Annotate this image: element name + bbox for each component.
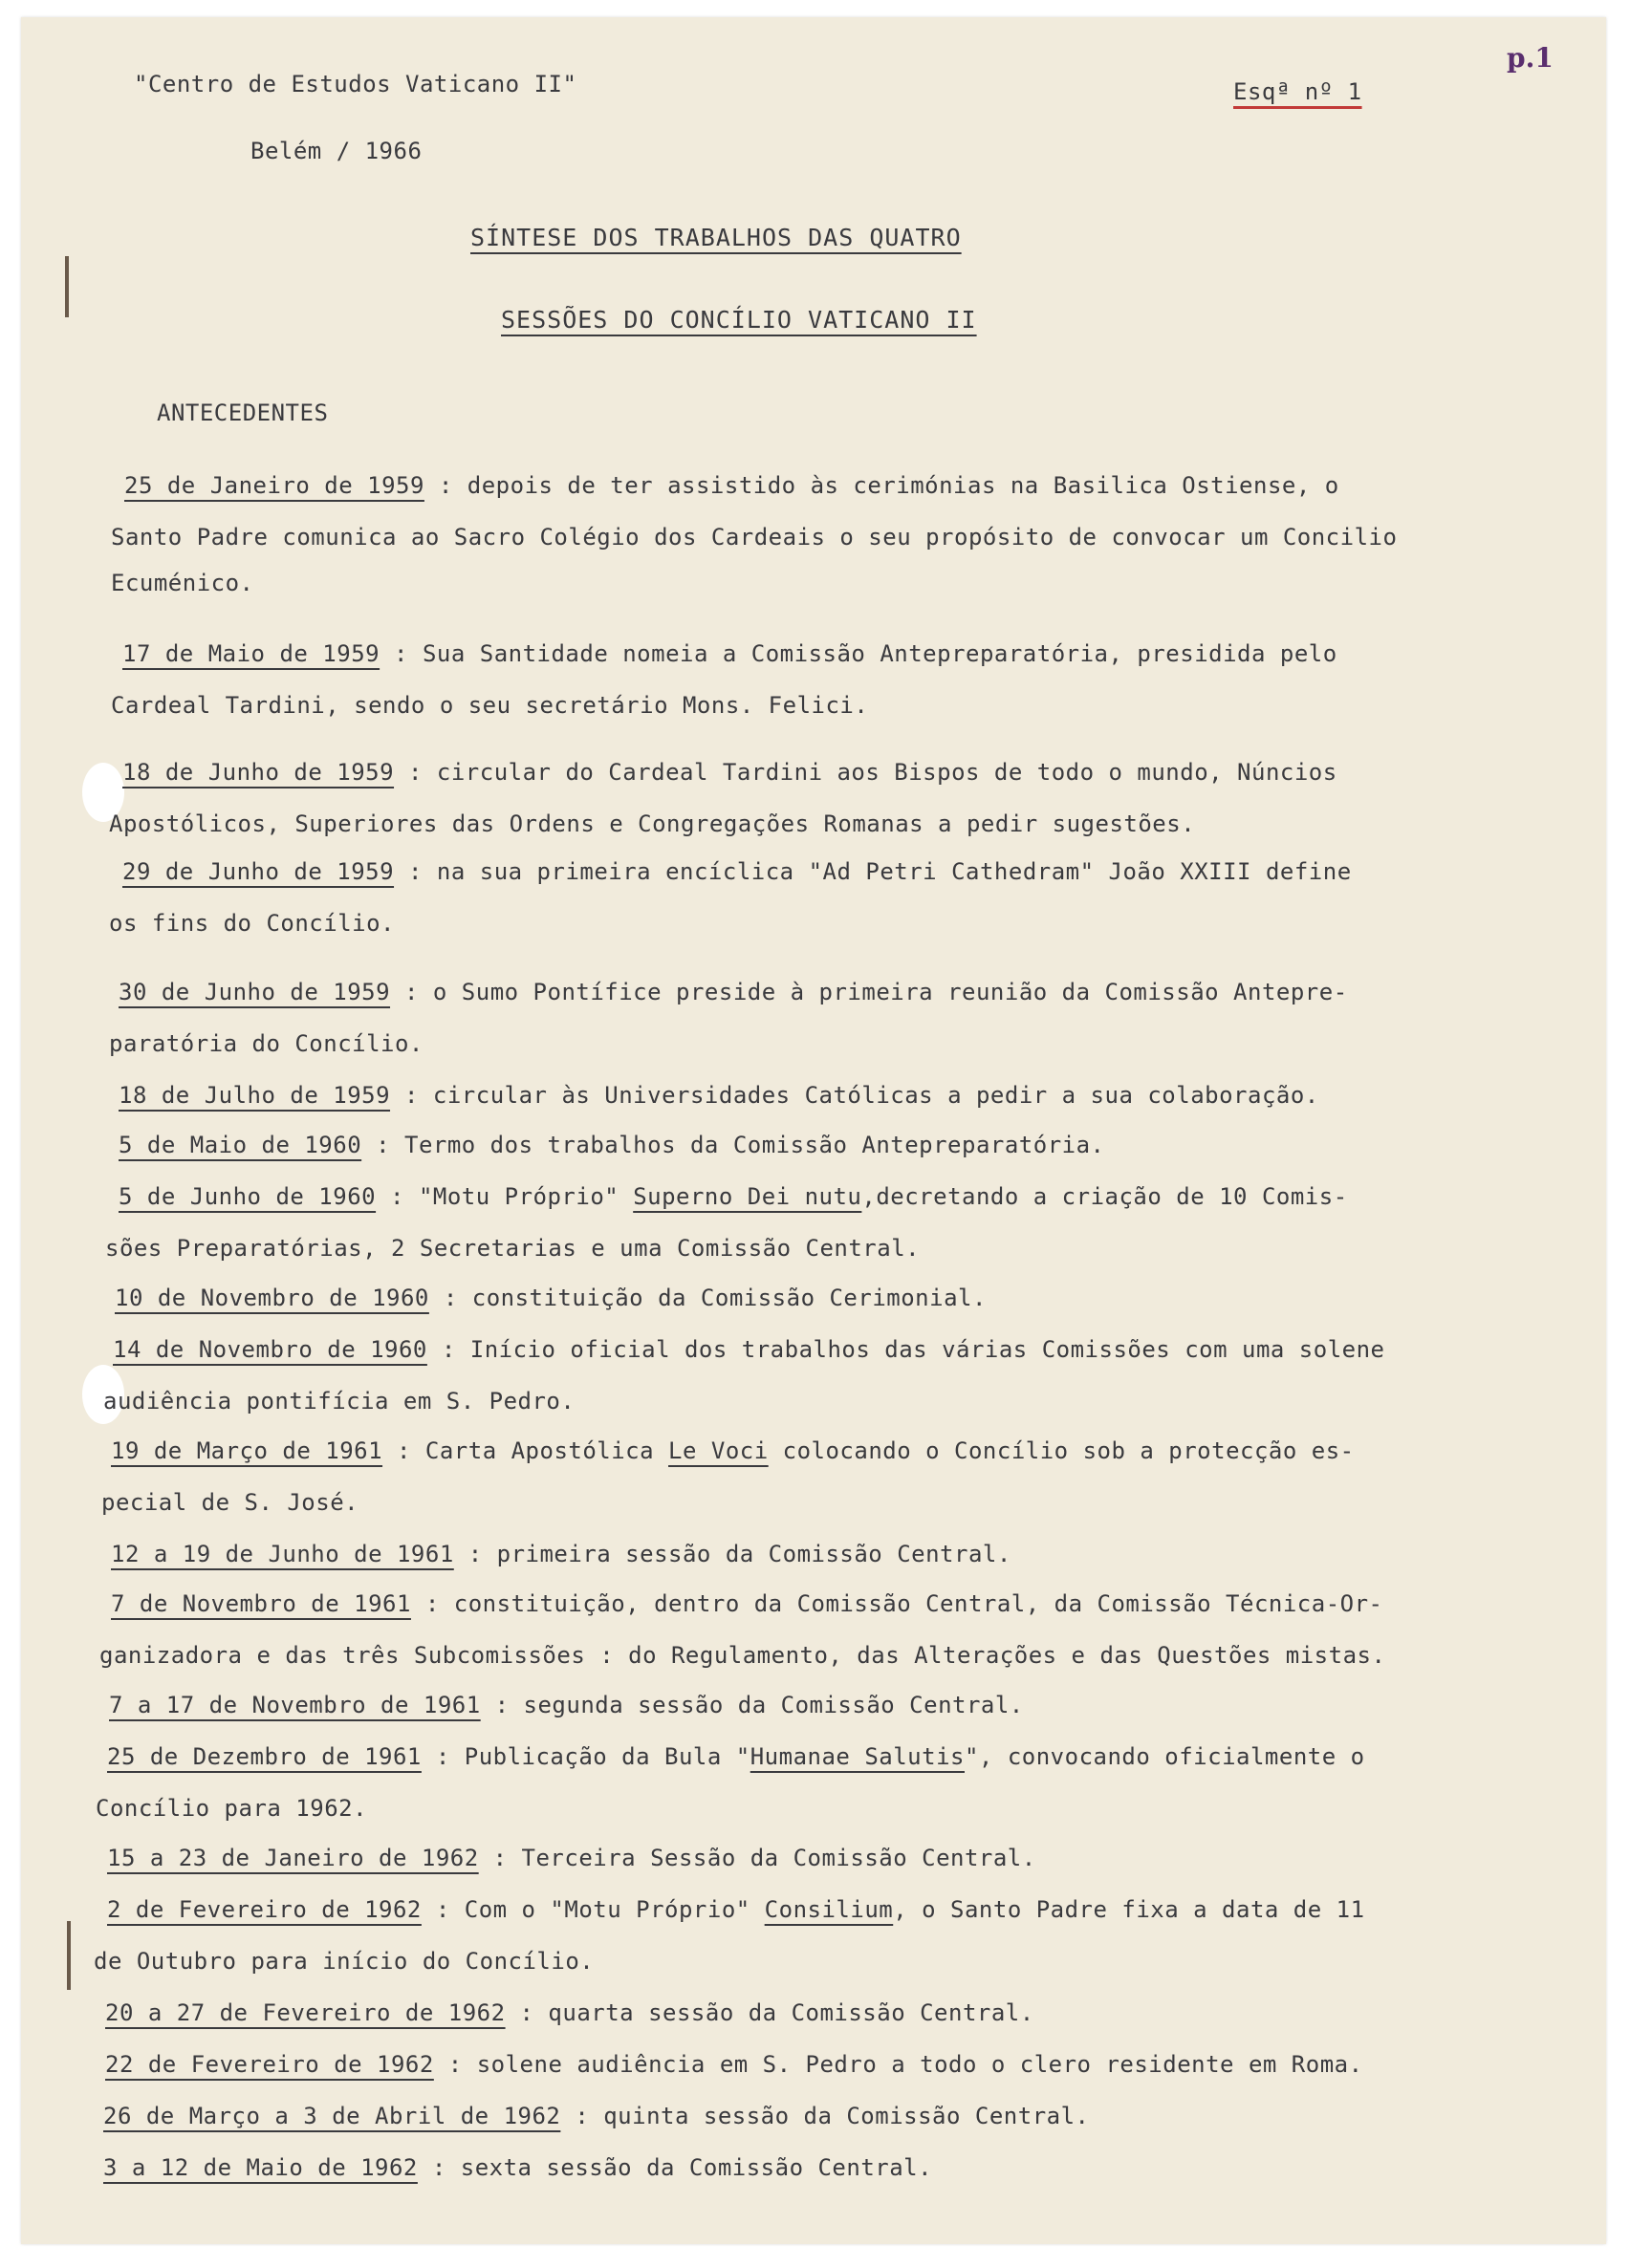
staple-mark [65,256,69,317]
entry-date: 7 a 17 de Novembro de 1961 [109,1692,481,1718]
entry-line [103,2103,1090,2129]
entry-text: : quarta sessão da Comissão Central. [505,1999,1034,2026]
entry-date: 29 de Junho de 1959 [122,858,395,885]
entry-date: 10 de Novembro de 1960 [115,1285,429,1311]
entry-date: 18 de Julho de 1959 [119,1082,391,1109]
entry-line [109,1692,1024,1718]
entry-text: : circular do Cardeal Tardini aos Bispos de todo o mundo, Núncios [394,759,1337,786]
entry-text: : Terceira Sessão da Comissão Central. [478,1845,1036,1871]
entry-text: : segunda sessão da Comissão Central. [480,1692,1024,1718]
entry-text: : Sua Santidade nomeia a Comissão Antepreparatória, presidida pelo [380,640,1337,667]
entry-line [119,1183,1348,1210]
entry-date: 19 de Março de 1961 [111,1437,383,1464]
entry-date: 25 de Janeiro de 1959 [124,472,424,499]
entry-line [119,979,1348,1005]
entry-date: 25 de Dezembro de 1961 [107,1743,422,1770]
entry-continuation: audiência pontifícia em S. Pedro. [103,1388,576,1415]
entry-date: 17 de Maio de 1959 [122,640,380,667]
entry-text: : quinta sessão da Comissão Central. [560,2103,1090,2129]
entry-continuation: Concílio para 1962. [96,1795,368,1822]
entry-text: , o Santo Padre fixa a data de 11 [893,1896,1365,1923]
entry-date: 30 de Junho de 1959 [119,979,391,1005]
entry-continuation: os fins do Concílio. [109,910,395,937]
entry-line [119,1082,1319,1109]
entry-text: : Publicação da Bula " [421,1743,750,1770]
section-heading: ANTECEDENTES [157,400,329,426]
page-number-handwritten: p.1 [1507,42,1554,74]
entry-line [111,1590,1382,1617]
entry-continuation: paratória do Concílio. [109,1030,424,1057]
entry-text: : constituição da Comissão Cerimonial. [428,1285,987,1311]
reference-number: Esqª nº 1 [1233,78,1362,105]
entry-date: 5 de Junho de 1960 [119,1183,377,1210]
place-date: Belém / 1966 [250,138,423,164]
entry-text: ,decretando a criação de 10 Comis- [861,1183,1348,1210]
entry-line [103,2154,932,2181]
entry-continuation: Apostólicos, Superiores das Ordens e Congregações Romanas a pedir sugestões. [109,810,1196,837]
document-title-line1: SÍNTESE DOS TRABALHOS DAS QUATRO [470,224,962,251]
entry-text: ", convocando oficialmente o [964,1743,1365,1770]
entry-date: 26 de Março a 3 de Abril de 1962 [103,2103,561,2129]
entry-text: : "Motu Próprio" [376,1183,634,1210]
entry-text: : o Sumo Pontífice preside à primeira reunião da Comissão Antepre- [390,979,1348,1005]
entry-line [107,1896,1365,1923]
entry-text: colocando o Concílio sob a protecção es- [768,1437,1355,1464]
entry-line [105,2051,1363,2078]
entry-line [111,1437,1355,1464]
entry-line [107,1743,1365,1770]
entry-text: : Com o "Motu Próprio" [421,1896,765,1923]
document-title-ref: Consilium [764,1896,894,1923]
entry-line [105,1999,1034,2026]
entry-line [122,858,1352,885]
entry-date: 22 de Fevereiro de 1962 [105,2051,434,2078]
entry-date: 18 de Junho de 1959 [122,759,395,786]
entry-continuation: ganizadora e das três Subcomissões : do Regulamento, das Alterações e das Questões mistas. [99,1642,1386,1669]
document-title-line2: SESSÕES DO CONCÍLIO VATICANO II [501,306,977,334]
entry-date: 14 de Novembro de 1960 [113,1336,427,1363]
entry-line [124,472,1339,499]
entry-date: 5 de Maio de 1960 [119,1132,362,1158]
entry-continuation: sões Preparatórias, 2 Secretarias e uma Comissão Central. [105,1235,921,1262]
entry-line [115,1285,987,1311]
entry-continuation: Ecuménico. [111,570,254,596]
document-title-ref: Le Voci [668,1437,769,1464]
entry-text: : solene audiência em S. Pedro a todo o clero residente em Roma. [433,2051,1363,2078]
entry-line [113,1336,1385,1363]
entry-line [122,640,1337,667]
document-title-ref: Humanae Salutis [750,1743,965,1770]
document-page [21,17,1606,2244]
entry-date: 12 a 19 de Junho de 1961 [111,1541,454,1567]
entry-text: : Início oficial dos trabalhos das várias Comissões com uma solene [426,1336,1385,1363]
entry-date: 3 a 12 de Maio de 1962 [103,2154,418,2181]
entry-text: : constituição, dentro da Comissão Central, da Comissão Técnica-Or- [410,1590,1383,1617]
entry-date: 2 de Fevereiro de 1962 [107,1896,422,1923]
entry-line [107,1845,1036,1871]
entry-date: 15 a 23 de Janeiro de 1962 [107,1845,479,1871]
org-name: "Centro de Estudos Vaticano II" [134,71,577,97]
entry-continuation: de Outubro para início do Concílio. [94,1948,595,1975]
entry-text: : Carta Apostólica [382,1437,669,1464]
entry-line [111,1541,1011,1567]
entry-text: : circular às Universidades Católicas a pedir a sua colaboração. [390,1082,1319,1109]
entry-text: : na sua primeira encíclica "Ad Petri Cathedram" João XXIII define [394,858,1352,885]
entry-text: : primeira sessão da Comissão Central. [453,1541,1011,1567]
document-title-ref: Superno Dei nutu [633,1183,862,1210]
entry-continuation: pecial de S. José. [101,1489,359,1516]
staple-mark [67,1921,71,1990]
entry-continuation: Santo Padre comunica ao Sacro Colégio dos Cardeais o seu propósito de convocar um Concilio [111,524,1398,551]
entry-date: 20 a 27 de Fevereiro de 1962 [105,1999,506,2026]
entry-text: : Termo dos trabalhos da Comissão Antepreparatória. [361,1132,1105,1158]
entry-line [119,1132,1105,1158]
entry-text: : depois de ter assistido às cerimónias na Basilica Ostiense, o [424,472,1339,499]
entry-date: 7 de Novembro de 1961 [111,1590,411,1617]
entry-continuation: Cardeal Tardini, sendo o seu secretário Mons. Felici. [111,692,869,719]
entry-line [122,759,1337,786]
entry-text: : sexta sessão da Comissão Central. [417,2154,933,2181]
